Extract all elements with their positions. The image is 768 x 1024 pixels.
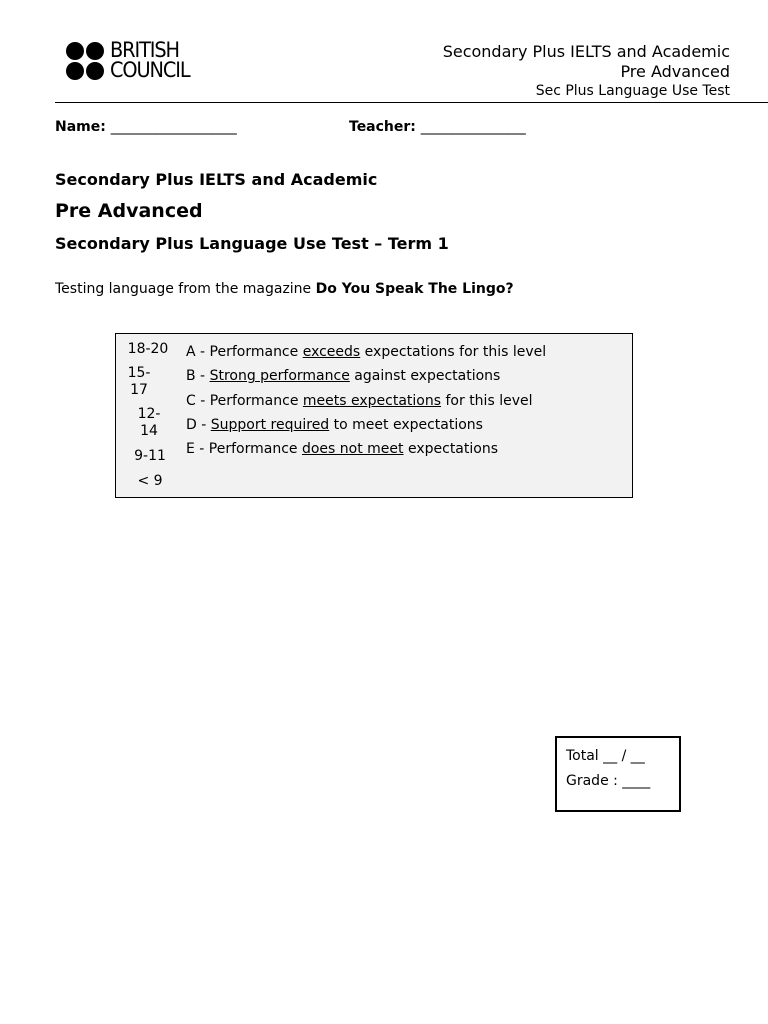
logo-line-1: BRITISH [110,38,179,62]
band-b-emphasis: Strong performance [209,368,350,385]
band-e [186,437,546,461]
band-e-suffix: expectations [403,441,498,458]
name-label: Name: [55,119,106,135]
header-line-1: Secondary Plus IELTS and Academic [442,42,730,61]
band-d-prefix: D - [186,416,211,433]
grade-line: Grade : ____ [566,773,651,789]
band-a [186,340,546,364]
band-b [186,364,546,388]
band-e-emphasis: does not meet [301,441,404,458]
intro-text [55,281,514,297]
band-d-emphasis: Support required [210,416,330,433]
title-test: Secondary Plus Language Use Test – Term 1 [55,234,449,253]
score-range: 18-20 [127,341,169,357]
total-line: Total __ / __ [566,748,645,764]
band-c-prefix: C - Performance [186,392,303,409]
band-a-suffix: expectations for this level [360,344,547,360]
score-range: 12- 14 [137,406,161,439]
teacher-label: Teacher: [349,119,416,135]
band-a-emphasis: exceeds [302,344,361,360]
name-blank: __________________ [110,119,237,135]
score-range: 15- 17 [127,365,151,398]
logo-dots-icon [66,40,106,84]
intro-lead: Testing language from the magazine [55,281,316,297]
band-d [186,413,546,437]
title-level: Pre Advanced [55,200,203,222]
band-e-prefix: E - Performance [186,441,302,458]
score-range: < 9 [137,473,163,489]
grade-bands [186,340,546,461]
logo-line-2: COUNCIL [110,58,190,82]
name-field [55,119,237,135]
header-line-3: Sec Plus Language Use Test [535,83,730,99]
title-course: Secondary Plus IELTS and Academic [55,170,378,189]
logo-wordmark [110,40,190,80]
band-d-suffix: to meet expectations [329,416,483,433]
band-c [186,389,546,413]
grade-bands-box [115,333,633,498]
score-range: 9-11 [134,448,166,464]
header-divider [55,102,768,103]
teacher-field [349,119,526,135]
total-grade-box [555,736,681,812]
magazine-title: Do You Speak The Lingo? [315,281,514,297]
band-a-prefix: A - Performance [186,344,303,360]
british-council-logo [66,40,206,84]
teacher-blank: _______________ [420,119,526,135]
band-b-suffix: against expectations [349,368,501,385]
band-c-suffix: for this level [441,392,533,409]
header-line-2: Pre Advanced [620,62,730,81]
band-c-emphasis: meets expectations [302,392,442,409]
band-b-prefix: B - [186,368,210,385]
document-header [443,42,730,100]
